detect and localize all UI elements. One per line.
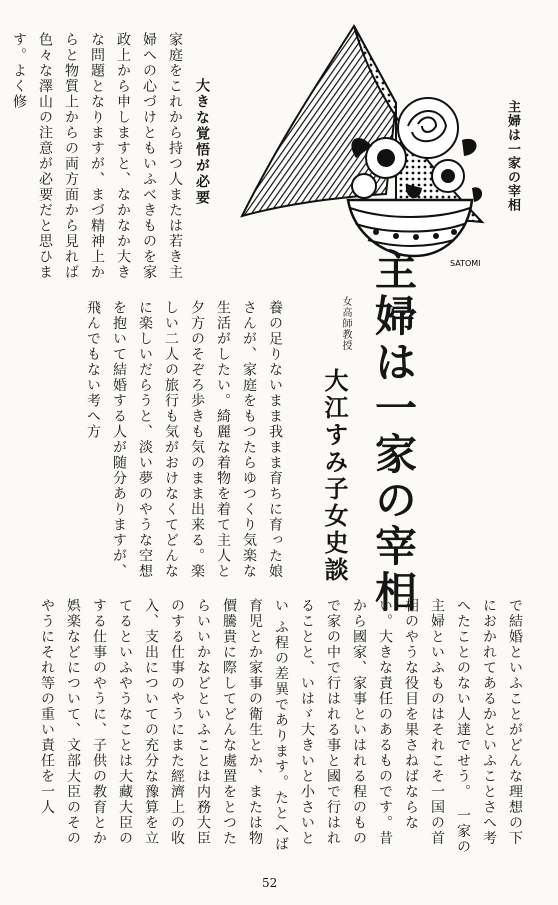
section-heading: 大きな覚悟が必要 [194,78,210,206]
running-header: 主婦は一家の宰相 [505,100,520,212]
body-paragraph-2: 養の足りないまま我まま育ちに育った娘さんが、家庭をもつたらゆつくり気楽な生活がしたい。綺麗な着物を着て主人と夕方のそぞろ歩きも気のまま出来る。楽しい二人の旅行も気がおけなくてどんなに楽しいだらうと、淡い夢のやうな空想を抱いて結婚する人が随分ありますが、飛んでもない考へ方 [85,300,283,579]
body-paragraph-3: で結婚といふことがどんな理想の下におかれてあるかといふことさへ考へたことのない人達でせう。 一家の主婦といふものはそれこそ一国の首相のやうな役目を果さねばならない。大きな責任のあるものです。昔から國家、家事といはれる程のもので家の中で行はれる事と國で行はれることと、いはゞ大きいと小さいとい ふ程の差異であります。たとへば育児とか家事の衛生とか、または物價騰貴に際してどんな處置をとつたらいいかなどといふことは内務大臣のする仕事のやうにまた經濟上の收入、支出についての充分な豫算を立てるといふやうなことは大藏大臣のする仕事のやうに、子供の教育とか娯楽などについて、文部大臣のそのやうにそれ等の重い責任を一人 [39,598,523,855]
page-number: 52 [262,876,278,890]
article-title: 主婦は一家の宰相 [369,248,418,616]
body-paragraph-1: 家庭をこれから持つ人または若き主婦への心づけともいふべきものを家政上から申しますと、なかなか大きな問題となりますが、まづ精神上からと物質上からの両方面から見れば色々な澤山の注意が必要だと思ひます。よく修 [11,32,183,280]
illustrator-signature: SATOMI [450,259,481,268]
flower-pennant-illustration [236,8,486,270]
author-name: 大江すみ子女史談 [320,368,349,584]
author-role: 女高師教授 [340,296,351,351]
rose-large-shape [398,98,458,158]
